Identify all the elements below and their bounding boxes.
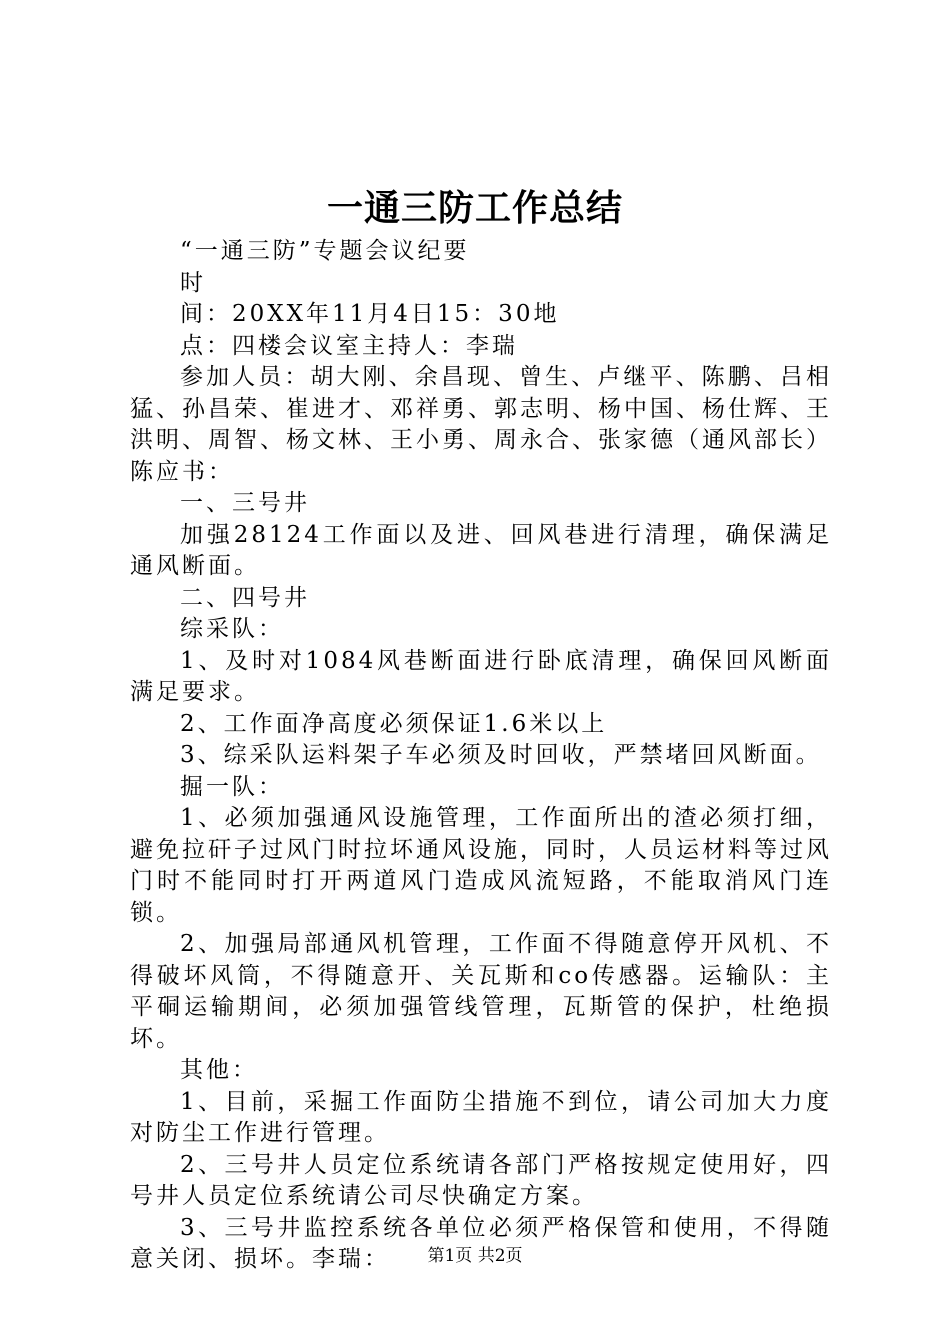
- attendees-paragraph: 参加人员：胡大刚、余昌现、曾生、卢继平、陈鹏、吕相猛、孙昌荣、崔进才、邓祥勇、郭志明、杨中国、杨仕辉、王洪明、周智、杨文林、王小勇、周永合、张家德（通风部长）陈应书：: [130, 364, 832, 485]
- list-item: 2、工作面净高度必须保证1.6米以上: [180, 710, 608, 737]
- time-value-line: 间：20XX年11月4日15：30地: [180, 301, 560, 327]
- list-item: 1、目前，采掘工作面防尘措施不到位，请公司加大力度对防尘工作进行管理。: [130, 1088, 832, 1146]
- section-heading-shaft-4: 二、四号井: [180, 584, 310, 611]
- subheading-other: 其他：: [180, 1057, 258, 1083]
- list-item: 2、加强局部通风机管理，工作面不得随意停开风机、不得破坏风筒，不得随意开、关瓦斯和co传感器。运输队：主平硐运输期间，必须加强管线管理，瓦斯管的保护，杜绝损坏。: [130, 931, 832, 1052]
- subheading-fully-mechanized-team: 综采队：: [180, 616, 284, 642]
- time-label-line: 时: [180, 269, 206, 296]
- shaft-3-paragraph: 加强28124工作面以及进、回风巷进行清理，确保满足通风断面。: [130, 521, 832, 579]
- meeting-minutes-heading: “一通三防”专题会议纪要: [180, 238, 470, 264]
- list-item: 1、及时对1084风巷断面进行卧底清理，确保回风断面满足要求。: [130, 647, 832, 705]
- list-item: 3、综采队运料架子车必须及时回收，严禁堵回风断面。: [180, 742, 822, 768]
- location-host-line: 点：四楼会议室主持人：李瑞: [180, 332, 518, 359]
- document-title: 一通三防工作总结: [326, 187, 623, 229]
- list-item: 2、三号井人员定位系统请各部门严格按规定使用好，四号井人员定位系统请公司尽快确定方案。: [130, 1151, 832, 1209]
- subheading-excavation-team-1: 掘一队：: [180, 773, 284, 800]
- list-item: 3、三号井监控系统各单位必须严格保管和使用，不得随意关闭、损坏。李瑞：: [130, 1214, 832, 1272]
- list-item: 1、必须加强通风设施管理，工作面所出的渣必须打细，避免拉矸子过风门时拉坏通风设施，同时，人员运材料等过风门时不能同时打开两道风门造成风流短路，不能取消风门连锁。: [130, 805, 832, 926]
- document-body: [130, 236, 832, 1276]
- page-footer: 第1页 共2页: [427, 1246, 523, 1266]
- section-heading-shaft-3: 一、三号井: [180, 490, 310, 516]
